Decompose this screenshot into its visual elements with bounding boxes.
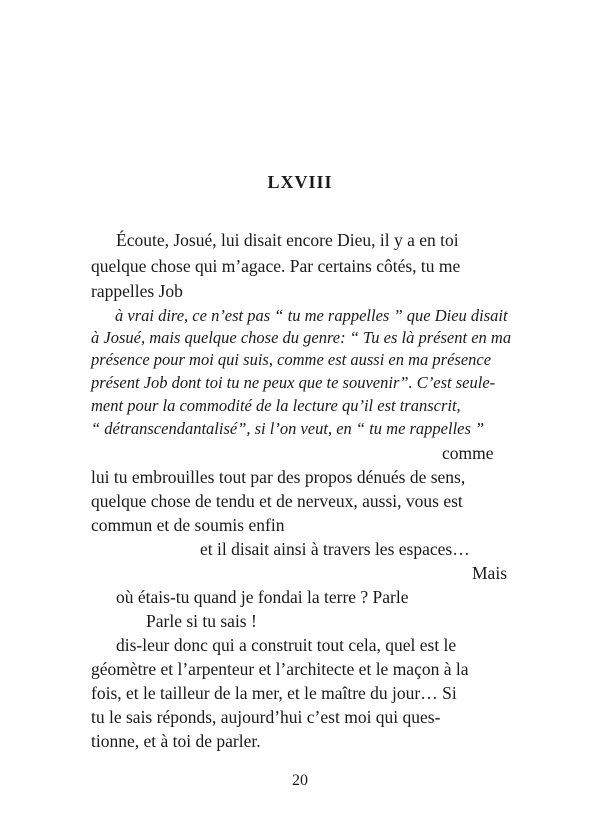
page-number: 20 bbox=[292, 772, 308, 789]
text-line: Mais bbox=[472, 563, 507, 583]
text-line: quelque chose qui m’agace. Par certains côtés, tu me bbox=[91, 256, 461, 276]
text-line: quelque chose de tendu et de nerveux, aussi, vous est bbox=[91, 491, 463, 511]
text-line: rappelles Job bbox=[91, 281, 183, 301]
text-line: dis-leur donc qui a construit tout cela, quel est le bbox=[116, 635, 457, 655]
italic-note-line: présent Job dont toi tu ne peux que te souvenir”. C’est seule- bbox=[91, 373, 496, 392]
text-line: Écoute, Josué, lui disait encore Dieu, il y a en toi bbox=[116, 230, 459, 250]
chapter-title: LXVIII bbox=[267, 172, 333, 192]
text-line: Parle si tu sais ! bbox=[146, 611, 257, 631]
text-line: commun et de soumis enfin bbox=[91, 515, 285, 535]
text-line: tu le sais réponds, aujourd’hui c’est moi qui ques- bbox=[91, 707, 441, 727]
italic-note-line: “ détranscendantalisé”, si l’on veut, en “ tu me rappelles ” bbox=[91, 419, 485, 438]
text-line: où étais-tu quand je fondai la terre ? Parle bbox=[116, 587, 409, 607]
text-line: et il disait ainsi à travers les espaces… bbox=[200, 539, 470, 559]
text-line: géomètre et l’arpenteur et l’architecte et le maçon à la bbox=[91, 659, 469, 679]
text-line: lui tu embrouilles tout par des propos dénués de sens, bbox=[91, 467, 466, 487]
italic-note-line: à Josué, mais quelque chose du genre: “ Tu es là présent en ma bbox=[91, 328, 512, 347]
text-line: tionne, et à toi de parler. bbox=[91, 731, 261, 751]
text-line: comme bbox=[442, 443, 494, 463]
italic-note-line: ment pour la commodité de la lecture qu’il est transcrit, bbox=[91, 396, 461, 415]
italic-note-line: à vrai dire, ce n’est pas “ tu me rappelles ” que Dieu disait bbox=[115, 306, 508, 325]
text-line: fois, et le tailleur de la mer, et le maître du jour… Si bbox=[91, 683, 457, 703]
italic-note-line: présence pour moi qui suis, comme est aussi en ma présence bbox=[91, 350, 492, 369]
